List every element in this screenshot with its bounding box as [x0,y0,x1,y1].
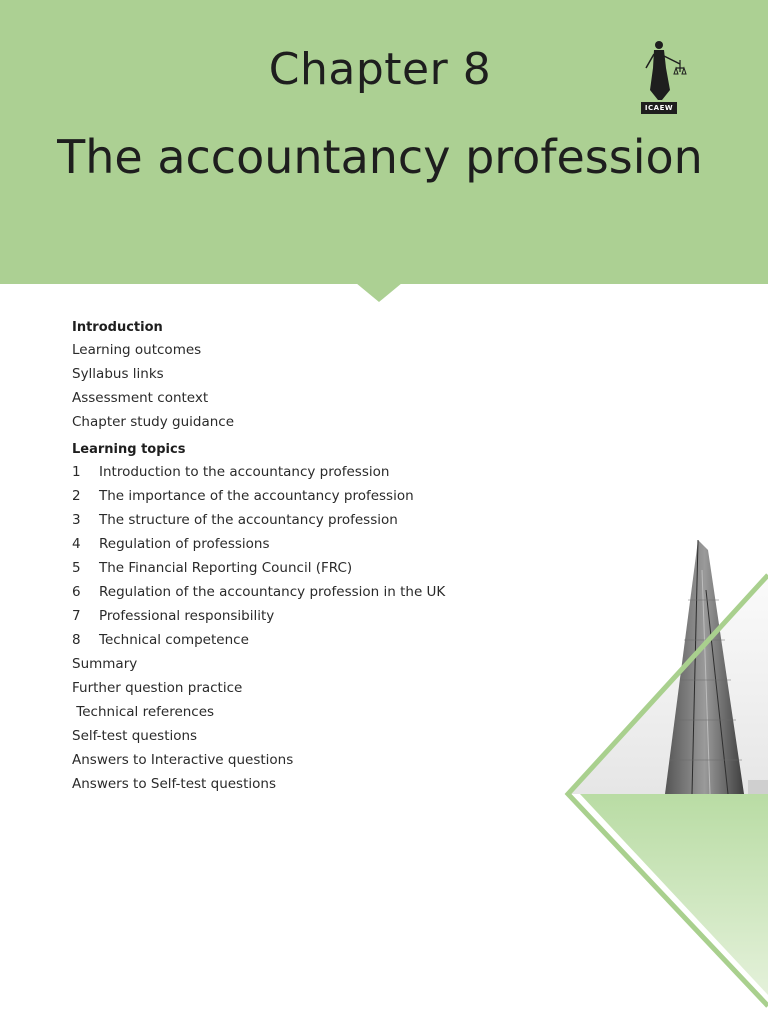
chapter-title: The accountancy profession [57,130,703,184]
topic-number: 4 [72,536,81,552]
topic-number: 5 [72,560,81,576]
end-item: Summary [72,656,138,672]
topic-number: 1 [72,464,81,480]
topic-label: Professional responsibility [99,608,275,624]
topic-item [72,532,492,556]
intro-item: Assessment context [72,390,209,406]
topic-item [72,580,492,604]
end-item: Further question practice [72,680,243,696]
topics-heading: Learning topics [72,442,186,457]
topic-label: The Financial Reporting Council (FRC) [99,560,353,576]
topic-number: 2 [72,488,81,504]
end-item: Answers to Interactive questions [72,752,294,768]
end-item: Self-test questions [72,728,198,744]
header-notch [356,283,402,302]
topic-number: 3 [72,512,81,528]
end-item: Technical references [72,704,215,720]
topic-item [72,628,492,652]
topic-item [72,460,492,484]
intro-heading: Introduction [72,320,163,335]
topic-number: 8 [72,632,81,648]
topic-label: Introduction to the accountancy profession [99,464,390,480]
topic-number: 6 [72,584,81,600]
topic-label: Technical competence [99,632,249,648]
chapter-contents [72,318,492,796]
intro-item: Learning outcomes [72,342,202,358]
end-item: Answers to Self-test questions [72,776,276,792]
intro-item: Syllabus links [72,366,164,382]
topic-label: Regulation of the accountancy profession in the UK [99,584,446,600]
topic-label: Regulation of professions [99,536,270,552]
topic-item [72,604,492,628]
topic-item [72,484,492,508]
logo-wordmark: ICAEW [641,102,677,114]
topic-item [72,508,492,532]
topic-label: The structure of the accountancy profession [99,512,398,528]
topic-item [72,556,492,580]
intro-item: Chapter study guidance [72,414,234,430]
topic-label: The importance of the accountancy profession [99,488,414,504]
chapter-number: Chapter 8 [268,44,492,95]
skyscraper-photo-icon [560,530,768,1010]
topic-number: 7 [72,608,81,624]
